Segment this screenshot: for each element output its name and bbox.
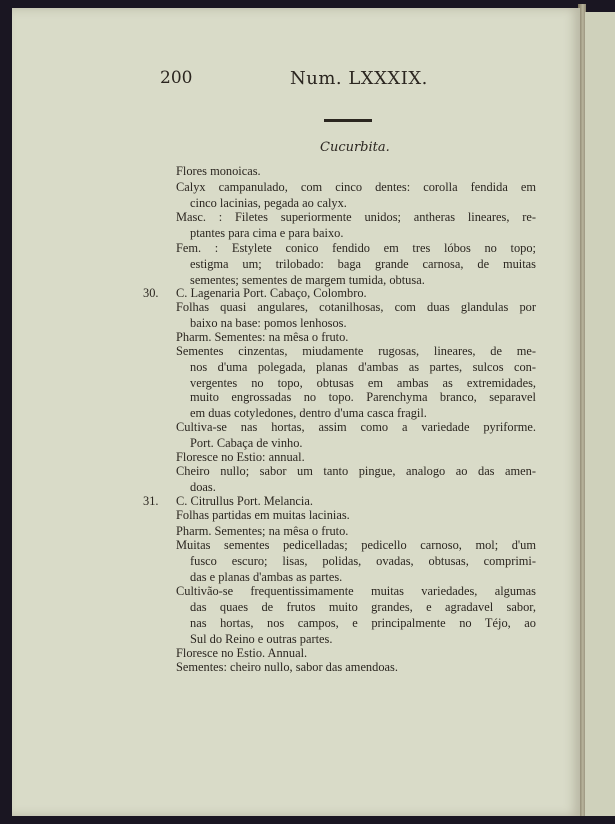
text-line: Calyx campanulado, com cinco dentes: corolla fendida em [176, 180, 536, 194]
text-line: Floresce no Estio: annual. [176, 450, 305, 464]
running-head: Num. LXXXIX. [290, 68, 428, 89]
text-line: cinco lacinias, pegada ao calyx. [190, 196, 347, 210]
text-line: das e planas d'ambas as partes. [190, 570, 343, 584]
text-line: baixo na base: pomos lenhosos. [190, 316, 347, 330]
text-line: Cultiva-se nas hortas, assim como a variedade pyriforme. [176, 420, 536, 434]
text-line: Pharm. Sementes: na mêsa o fruto. [176, 330, 349, 344]
text-line: sementes; sementes de margem tumida, obtusa. [190, 273, 425, 287]
text-line: Cheiro nullo; sabor um tanto pingue, analogo ao das amen- [176, 464, 536, 478]
text-line: C. Lagenaria Port. Cabaço, Colombro. [176, 286, 367, 300]
text-line: Sementes cinzentas, miudamente rugosas, lineares, de me- [176, 344, 536, 358]
text-line: vergentes no topo, obtusas em ambas as extremidades, [190, 376, 536, 390]
text-line: nos d'uma polegada, planas d'ambas as partes, sulcos con- [190, 360, 536, 374]
book-page [12, 8, 580, 816]
text-line: Fem. : Estylete conico fendido em tres lóbos no topo; [176, 241, 536, 255]
facing-page-edge [585, 12, 615, 816]
text-line: das quaes de frutos muito grandes, e agradavel sabor, [190, 600, 536, 614]
text-line: estigma um; trilobado: baga grande carnosa, de muitas [190, 257, 536, 271]
text-line: Port. Cabaça de vinho. [190, 436, 303, 450]
ornamental-rule [324, 119, 372, 122]
genus-title: Cucurbita. [320, 140, 390, 155]
text-line: nas hortas, nos campos, e principalmente no Téjo, ao [190, 616, 536, 630]
text-line: Folhas quasi angulares, cotanilhosas, com duas glandulas por [176, 300, 536, 314]
text-line: muito engrossadas no topo. Parenchyma branco, separavel [190, 390, 536, 404]
text-line: Sul do Reino e outras partes. [190, 632, 333, 646]
text-line: Flores monoicas. [176, 164, 261, 178]
text-line: Masc. : Filetes superiormente unidos; antheras lineares, re- [176, 210, 536, 224]
text-line: fusco escuro; lisas, polidas, ovadas, obtusas, comprimi- [190, 554, 536, 568]
text-line: Folhas partidas em muitas lacinias. [176, 508, 350, 522]
text-line: Sementes: cheiro nullo, sabor das amendoas. [176, 660, 398, 674]
page-number: 200 [160, 68, 193, 88]
text-line: ptantes para cima e para baixo. [190, 226, 344, 240]
text-line: doas. [190, 480, 216, 494]
text-line: Muitas sementes pedicelladas; pedicello carnoso, mol; d'um [176, 538, 536, 552]
entry-number: 31. [143, 494, 159, 508]
text-line: C. Citrullus Port. Melancia. [176, 494, 313, 508]
entry-number: 30. [143, 286, 159, 300]
text-line: Floresce no Estio. Annual. [176, 646, 308, 660]
text-line: em duas cotyledones, dentro d'uma casca fragil. [190, 406, 427, 420]
text-line: Pharm. Sementes; na mêsa o fruto. [176, 524, 349, 538]
text-line: Cultivão-se frequentissimamente muitas variedades, algumas [176, 584, 536, 598]
